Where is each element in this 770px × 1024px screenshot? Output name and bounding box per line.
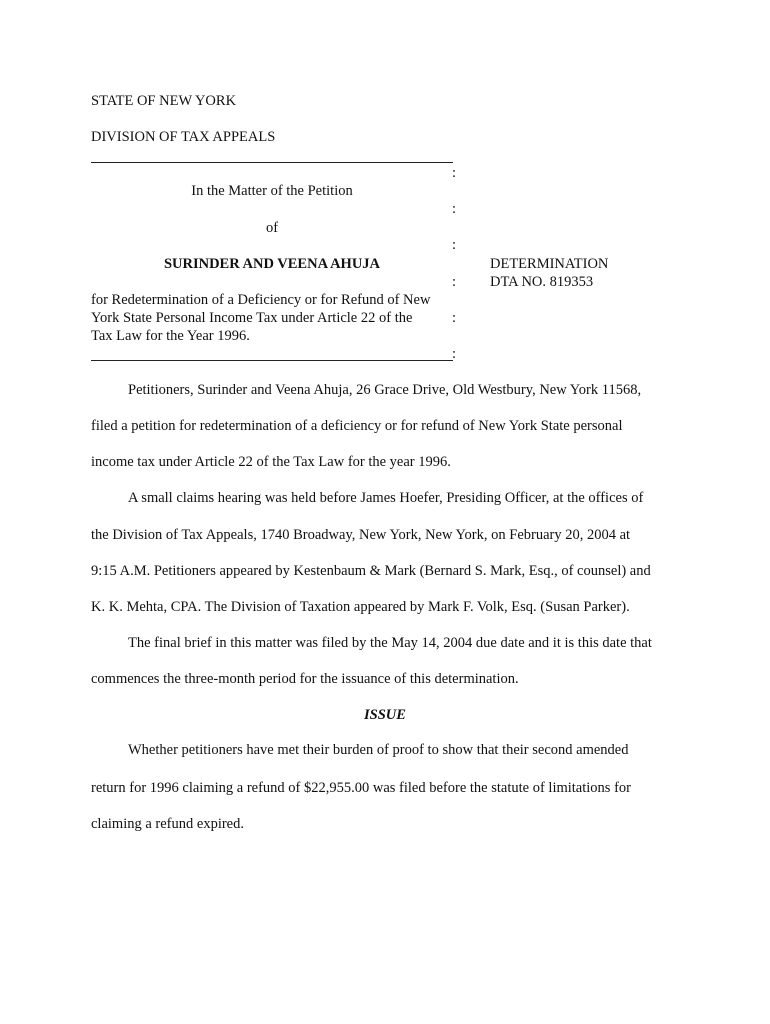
para2-line-3: 9:15 A.M. Petitioners appeared by Kestenbaum & Mark (Bernard S. Mark, Esq., of counsel) and — [91, 563, 651, 579]
caption-top-rule — [91, 162, 453, 163]
caption-colon: : — [452, 310, 457, 326]
dta-number: DTA NO. 819353 — [490, 274, 594, 290]
para2-line-1: A small claims hearing was held before James Hoefer, Presiding Officer, at the offices of — [128, 490, 644, 506]
purpose-line-2: York State Personal Income Tax under Article 22 of the — [91, 310, 413, 326]
state-heading: STATE OF NEW YORK — [91, 93, 237, 109]
para2-line-4: K. K. Mehta, CPA. The Division of Taxation appeared by Mark F. Volk, Esq. (Susan Parker). — [91, 599, 630, 615]
caption-of: of — [265, 220, 279, 236]
caption-colon: : — [452, 165, 457, 181]
para1-line-1: Petitioners, Surinder and Veena Ahuja, 26 Grace Drive, Old Westbury, New York 11568, — [128, 382, 642, 398]
caption-colon: : — [452, 274, 457, 290]
caption-bottom-rule — [91, 360, 453, 361]
petitioner-names: SURINDER AND VEENA AHUJA — [163, 256, 381, 272]
caption-colon: : — [452, 237, 457, 253]
para1-line-3: income tax under Article 22 of the Tax Law for the year 1996. — [91, 454, 451, 470]
caption-colon: : — [452, 346, 457, 362]
para2-line-2: the Division of Tax Appeals, 1740 Broadway, New York, New York, on February 20, 2004 at — [91, 527, 631, 543]
para4-line-3: claiming a refund expired. — [91, 816, 244, 832]
para3-line-1: The final brief in this matter was filed by the May 14, 2004 due date and it is this date that — [128, 635, 652, 651]
para1-line-2: filed a petition for redetermination of a deficiency or for refund of New York State personal — [91, 418, 623, 434]
caption-colon: : — [452, 201, 457, 217]
purpose-line-1: for Redetermination of a Deficiency or for Refund of New — [91, 292, 431, 308]
purpose-line-3: Tax Law for the Year 1996. — [91, 328, 250, 344]
para3-line-2: commences the three-month period for the issuance of this determination. — [91, 671, 519, 687]
matter-of-petition: In the Matter of the Petition — [191, 183, 353, 199]
determination-label: DETERMINATION — [490, 256, 609, 272]
para4-line-1: Whether petitioners have met their burden of proof to show that their second amended — [128, 742, 629, 758]
issue-heading: ISSUE — [364, 707, 406, 723]
division-heading: DIVISION OF TAX APPEALS — [91, 129, 276, 145]
para4-line-2: return for 1996 claiming a refund of $22,955.00 was filed before the statute of limitations for — [91, 780, 631, 796]
